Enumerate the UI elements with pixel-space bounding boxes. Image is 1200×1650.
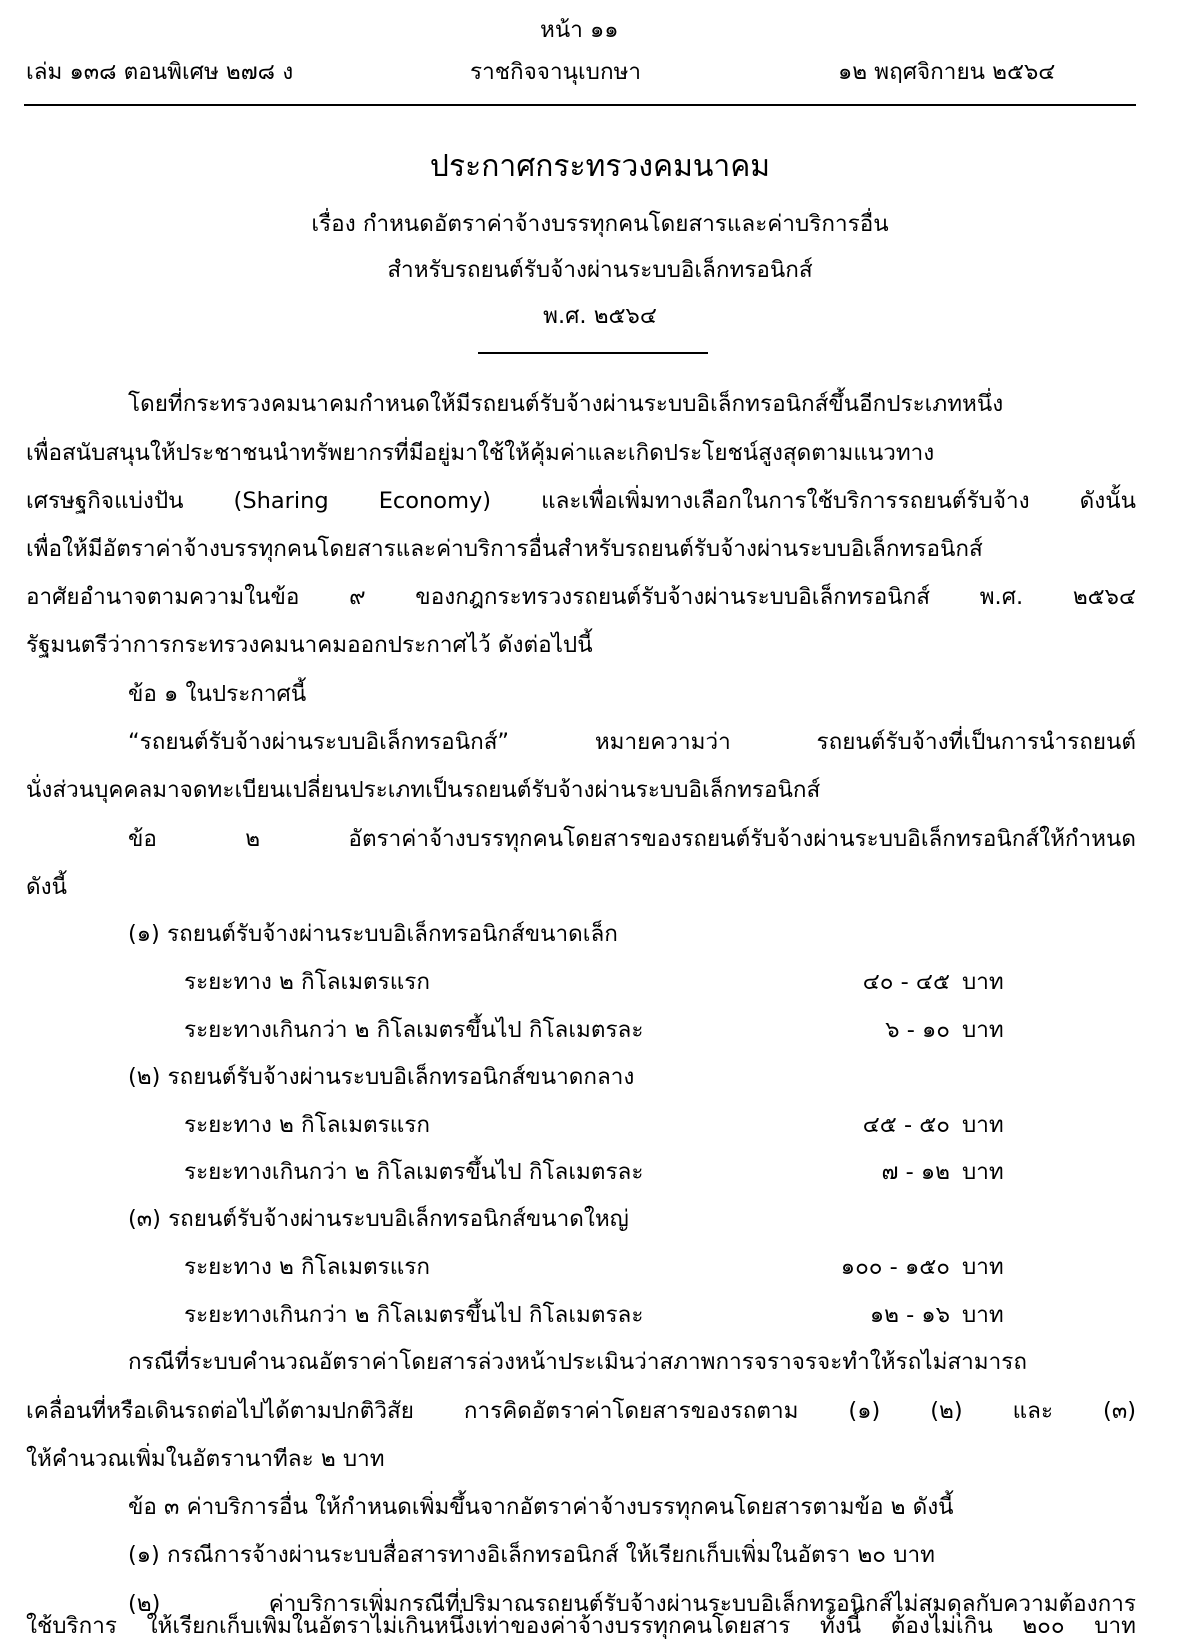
page-number: หน้า ๑๑ xyxy=(540,17,619,43)
fare-first-km-label: ระยะทาง ๒ กิโลเมตรแรก xyxy=(184,1112,430,1138)
fare-extra-km-label: ระยะทางเกินกว่า ๒ กิโลเมตรขึ้นไป กิโลเมตรละ xyxy=(184,1017,644,1043)
preamble-line: เพื่อสนับสนุนให้ประชาชนนำทรัพยากรที่มีอยู่มาใช้ให้คุ้มค่าและเกิดประโยชน์สูงสุดตามแนวทาง xyxy=(26,440,935,466)
fare-first-km-amount: ๔๕ - ๕๐ xyxy=(862,1112,950,1138)
fare-extra-km-amount: ๗ - ๑๒ xyxy=(881,1159,950,1185)
clause-3-heading: ข้อ ๓ ค่าบริการอื่น ให้กำหนดเพิ่มขึ้นจากอัตราค่าจ้างบรรทุกคนโดยสารตามข้อ ๒ ดังนี้ xyxy=(128,1494,954,1520)
fare-unit: บาท xyxy=(962,1017,1004,1043)
clause-2-heading: ดังนี้ xyxy=(26,874,67,900)
traffic-surcharge-text: เคลื่อนที่หรือเดินรถต่อไปได้ตามปกติวิสัย การคิดอัตราค่าโดยสารของรถตาม (๑) (๒) และ (๓) xyxy=(26,1398,1136,1424)
fare-unit: บาท xyxy=(962,1254,1004,1280)
announcement-title: ประกาศกระทรวงคมนาคม xyxy=(429,149,771,184)
fare-extra-km-amount: ๖ - ๑๐ xyxy=(885,1017,950,1043)
header-rule xyxy=(24,104,1136,106)
preamble-line: อาศัยอำนาจตามความในข้อ ๙ ของกฎกระทรวงรถยนต์รับจ้างผ่านระบบอิเล็กทรอนิกส์ พ.ศ. ๒๕๖๔ xyxy=(26,584,1136,610)
fare-category-label: (๓) รถยนต์รับจ้างผ่านระบบอิเล็กทรอนิกส์ขนาดใหญ่ xyxy=(128,1206,629,1232)
fare-extra-km-amount: ๑๒ - ๑๖ xyxy=(869,1302,950,1328)
fare-first-km-amount: ๑๐๐ - ๑๕๐ xyxy=(840,1254,950,1280)
clause-1-definition: “รถยนต์รับจ้างผ่านระบบอิเล็กทรอนิกส์” หมายความว่า รถยนต์รับจ้างที่เป็นการนำรถยนต์ xyxy=(128,729,1136,755)
gazette-publication: ราชกิจจานุเบกษา xyxy=(470,59,642,85)
announcement-year: พ.ศ. ๒๕๖๔ xyxy=(543,303,657,329)
gazette-volume: เล่ม ๑๓๘ ตอนพิเศษ ๒๗๘ ง xyxy=(26,59,294,85)
gazette-date: ๑๒ พฤศจิกายน ๒๕๖๔ xyxy=(838,59,1056,85)
clause-3-item-2: ใช้บริการ ให้เรียกเก็บเพิ่มในอัตราไม่เกินหนึ่งเท่าของค่าจ้างบรรทุกคนโดยสาร ทั้งนี้ ต้องไม่เกิน ๒๐๐ บาท xyxy=(26,1613,1136,1639)
title-divider xyxy=(478,352,708,354)
preamble-line: โดยที่กระทรวงคมนาคมกำหนดให้มีรถยนต์รับจ้างผ่านระบบอิเล็กทรอนิกส์ขึ้นอีกประเภทหนึ่ง xyxy=(128,391,1004,417)
fare-category-label: (๒) รถยนต์รับจ้างผ่านระบบอิเล็กทรอนิกส์ขนาดกลาง xyxy=(128,1064,635,1090)
preamble-line: รัฐมนตรีว่าการกระทรวงคมนาคมออกประกาศไว้ ดังต่อไปนี้ xyxy=(26,632,593,658)
fare-category-label: (๑) รถยนต์รับจ้างผ่านระบบอิเล็กทรอนิกส์ขนาดเล็ก xyxy=(128,921,618,947)
preamble-line: เพื่อให้มีอัตราค่าจ้างบรรทุกคนโดยสารและค่าบริการอื่นสำหรับรถยนต์รับจ้างผ่านระบบอิเล็กทรอนิกส์ xyxy=(26,536,983,562)
clause-3-item-2: (๒) ค่าบริการเพิ่มกรณีที่ปริมาณรถยนต์รับจ้างผ่านระบบอิเล็กทรอนิกส์ไม่สมดุลกับความต้องการ xyxy=(128,1591,1136,1617)
fare-extra-km-label: ระยะทางเกินกว่า ๒ กิโลเมตรขึ้นไป กิโลเมตรละ xyxy=(184,1302,644,1328)
clause-2-heading: ข้อ ๒ อัตราค่าจ้างบรรทุกคนโดยสารของรถยนต์รับจ้างผ่านระบบอิเล็กทรอนิกส์ให้กำหนด xyxy=(128,826,1136,852)
fare-first-km-amount: ๔๐ - ๔๕ xyxy=(862,969,950,995)
fare-first-km-label: ระยะทาง ๒ กิโลเมตรแรก xyxy=(184,969,430,995)
fare-unit: บาท xyxy=(962,1302,1004,1328)
announcement-subject-line2: สำหรับรถยนต์รับจ้างผ่านระบบอิเล็กทรอนิกส์ xyxy=(387,257,813,283)
announcement-subject-line1: เรื่อง กำหนดอัตราค่าจ้างบรรทุกคนโดยสารและค่าบริการอื่น xyxy=(311,211,889,237)
fare-unit: บาท xyxy=(962,969,1004,995)
traffic-surcharge-text: ให้คำนวณเพิ่มในอัตรานาทีละ ๒ บาท xyxy=(26,1446,385,1472)
clause-1-heading: ข้อ ๑ ในประกาศนี้ xyxy=(128,681,307,707)
traffic-surcharge-text: กรณีที่ระบบคำนวณอัตราค่าโดยสารล่วงหน้าประเมินว่าสภาพการจราจรจะทำให้รถไม่สามารถ xyxy=(128,1349,1027,1375)
fare-unit: บาท xyxy=(962,1112,1004,1138)
clause-1-definition: นั่งส่วนบุคคลมาจดทะเบียนเปลี่ยนประเภทเป็นรถยนต์รับจ้างผ่านระบบอิเล็กทรอนิกส์ xyxy=(26,777,821,803)
preamble-line: เศรษฐกิจแบ่งปัน (Sharing Economy) และเพื่อเพิ่มทางเลือกในการใช้บริการรถยนต์รับจ้าง ดังนั้น xyxy=(26,488,1136,514)
clause-3-item-1: (๑) กรณีการจ้างผ่านระบบสื่อสารทางอิเล็กทรอนิกส์ ให้เรียกเก็บเพิ่มในอัตรา ๒๐ บาท xyxy=(128,1542,935,1568)
fare-unit: บาท xyxy=(962,1159,1004,1185)
fare-first-km-label: ระยะทาง ๒ กิโลเมตรแรก xyxy=(184,1254,430,1280)
fare-extra-km-label: ระยะทางเกินกว่า ๒ กิโลเมตรขึ้นไป กิโลเมตรละ xyxy=(184,1159,644,1185)
